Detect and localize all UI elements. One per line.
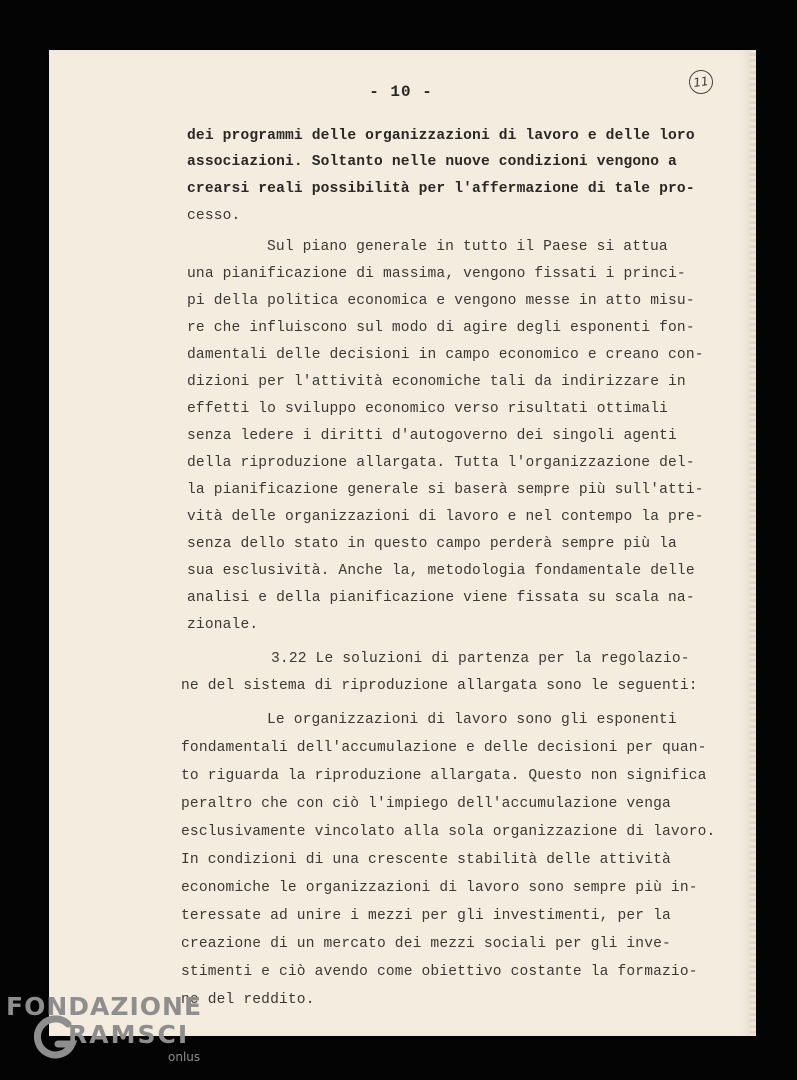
page-number: - 10 - (369, 83, 433, 101)
text-line: associazioni. Soltanto nelle nuove condizioni vengono a (187, 154, 677, 170)
watermark-subtitle: onlus (168, 1050, 201, 1064)
text-line: economiche le organizzazioni di lavoro sono sempre più in- (181, 880, 698, 896)
text-line: 3.22 Le soluzioni di partenza per la regolazio- (271, 651, 690, 667)
text-line: senza dello stato in questo campo perderà sempre più la (187, 536, 677, 552)
text-line: teressate ad unire i mezzi per gli investimenti, per la (181, 908, 671, 924)
text-line: della riproduzione allargata. Tutta l'organizzazione del- (187, 455, 695, 471)
text-line: vità delle organizzazioni di lavoro e nel contempo la pre- (187, 509, 704, 525)
text-line: una pianificazione di massima, vengono fissati i princi- (187, 266, 686, 282)
text-line: ne del reddito. (181, 992, 315, 1008)
text-line: la pianificazione generale si baserà sempre più sull'atti- (187, 482, 704, 498)
text-line: ne del sistema di riproduzione allargata sono le seguenti: (181, 678, 698, 694)
text-line: effetti lo sviluppo economico verso risultati ottimali (187, 401, 669, 417)
text-line: sua esclusività. Anche la, metodologia fondamentale delle (187, 563, 695, 579)
text-line: Le organizzazioni di lavoro sono gli esponenti (267, 712, 677, 728)
document-page (49, 50, 753, 1036)
text-line: stimenti e ciò avendo come obiettivo costante la formazio- (181, 964, 698, 980)
text-line: crearsi reali possibilità per l'affermazione di tale pro- (187, 181, 695, 197)
text-line: In condizioni di una crescente stabilità delle attività (181, 852, 671, 868)
text-line: to riguarda la riproduzione allargata. Questo non significa (181, 768, 707, 784)
text-line: fondamentali dell'accumulazione e delle decisioni per quan- (181, 740, 707, 756)
handwritten-page-annotation: 11 (687, 68, 714, 95)
text-line: creazione di un mercato dei mezzi sociali per gli inve- (181, 936, 671, 952)
watermark-line-1: FONDAZIONE (6, 992, 203, 1021)
text-line: esclusivamente vincolato alla sola organizzazione di lavoro. (181, 824, 716, 840)
text-line: pi della politica economica e vengono messe in atto misu- (187, 293, 695, 309)
text-line: analisi e della pianificazione viene fissata su scala na- (187, 590, 695, 606)
text-line: peraltro che con ciò l'impiego dell'accumulazione venga (181, 796, 671, 812)
text-line: zionale. (187, 617, 259, 633)
text-line: Sul piano generale in tutto il Paese si attua (267, 239, 668, 255)
text-line: dei programmi delle organizzazioni di lavoro e delle loro (187, 128, 695, 144)
text-line: damentali delle decisioni in campo economico e creano con- (187, 347, 704, 363)
text-line: dizioni per l'attività economiche tali da indirizzare in (187, 374, 686, 390)
text-line: cesso. (187, 208, 241, 224)
watermark-line-2: RAMSCI (68, 1020, 190, 1049)
text-line: senza ledere i diritti d'autogoverno dei singoli agenti (187, 428, 677, 444)
text-line: re che influiscono sul modo di agire degli esponenti fon- (187, 320, 695, 336)
fondazione-gramsci-watermark (6, 992, 206, 1072)
